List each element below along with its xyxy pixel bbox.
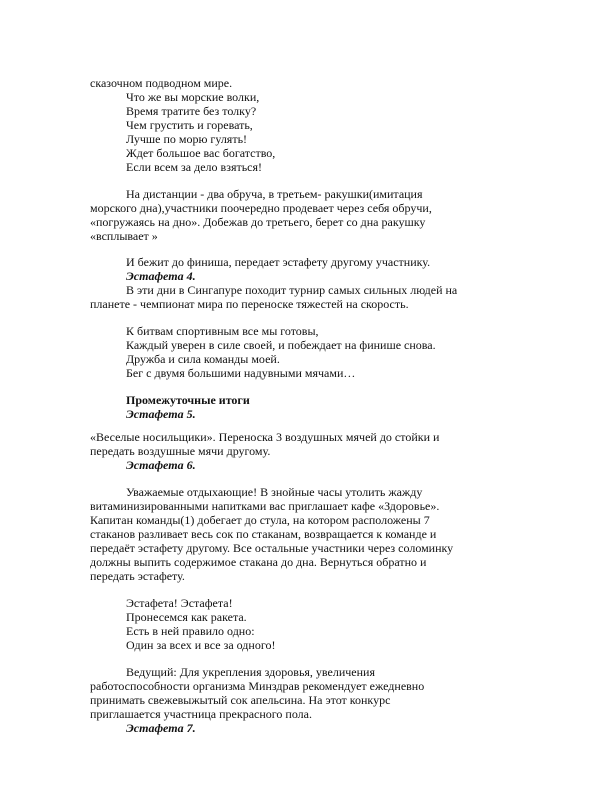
section-heading: Эстафета 6.	[126, 458, 196, 472]
text-line: сказочном подводном мире.	[90, 76, 233, 90]
paragraph-line: планете - чемпионат мира по переноске тяжестей на скорость.	[90, 297, 409, 311]
paragraph-line: морского дна),участники поочередно продевает через себя обручи,	[90, 201, 432, 215]
poem-line: Время тратите без толку?	[126, 104, 257, 118]
paragraph-line: «погружаясь на дно». Добежав до третьего, берет со дна ракушку	[90, 215, 426, 229]
paragraph-line: приглашается участница прекрасного пола.	[90, 707, 312, 721]
poem-line: Есть в ней правило одно:	[126, 624, 255, 638]
poem-line: Лучше по морю гулять!	[126, 132, 248, 146]
paragraph-line: передать эстафету.	[90, 569, 185, 583]
paragraph-line: стаканов разливает весь сок по стаканам, возвращается к команде и	[90, 527, 437, 541]
poem-line: Что же вы морские волки,	[126, 90, 260, 104]
poem-line: Чем грустить и горевать,	[126, 118, 253, 132]
paragraph-line: Капитан команды(1) добегает до стула, на котором расположены 7	[90, 513, 430, 527]
poem-line: Эстафета! Эстафета!	[126, 596, 233, 610]
section-heading: Промежуточные итоги	[126, 393, 250, 407]
paragraph-line: принимать свежевыжытый сок апельсина. На этот конкурс	[90, 693, 391, 707]
poem-line: Если всем за дело взяться!	[126, 160, 263, 174]
poem-line: Пронесемся как ракета.	[126, 610, 247, 624]
paragraph-line: В эти дни в Сингапуре походит турнир самых сильных людей на	[126, 283, 458, 297]
paragraph-line: витаминизированными напитками вас приглашает кафе «Здоровье».	[90, 499, 440, 513]
paragraph-line: передать воздушные мячи другому.	[90, 444, 271, 458]
poem-line: Дружба и сила команды моей.	[126, 352, 280, 366]
paragraph-line: передаёт эстафету другому. Все остальные участники через соломинку	[90, 541, 454, 555]
paragraph-line: «Веселые носильщики». Переноска 3 воздушных мячей до стойки и	[90, 430, 440, 444]
poem-line: К битвам спортивным все мы готовы,	[126, 324, 319, 338]
section-heading: Эстафета 4.	[126, 269, 196, 283]
paragraph-line: Ведущий: Для укрепления здоровья, увеличения	[126, 665, 375, 679]
paragraph-line: И бежит до финиша, передает эстафету другому участнику.	[126, 255, 431, 269]
poem-line: Бег с двумя большими надувными мячами…	[126, 366, 356, 380]
poem-line: Один за всех и все за одного!	[126, 638, 276, 652]
paragraph-line: должны выпить содержимое стакана до дна. Вернуться обратно и	[90, 555, 427, 569]
poem-line: Каждый уверен в силе своей, и побеждает на финише снова.	[126, 338, 436, 352]
paragraph-line: работоспособности организма Минздрав рекомендует ежедневно	[90, 679, 425, 693]
paragraph-line: «всплывает »	[90, 229, 158, 243]
poem-line: Ждет большое вас богатство,	[126, 146, 276, 160]
section-heading: Эстафета 5.	[126, 407, 196, 421]
paragraph-line: Уважаемые отдыхающие! В знойные часы утолить жажду	[126, 485, 423, 499]
section-heading: Эстафета 7.	[126, 721, 196, 735]
paragraph-line: На дистанции - два обруча, в третьем- ракушки(имитация	[126, 187, 423, 201]
